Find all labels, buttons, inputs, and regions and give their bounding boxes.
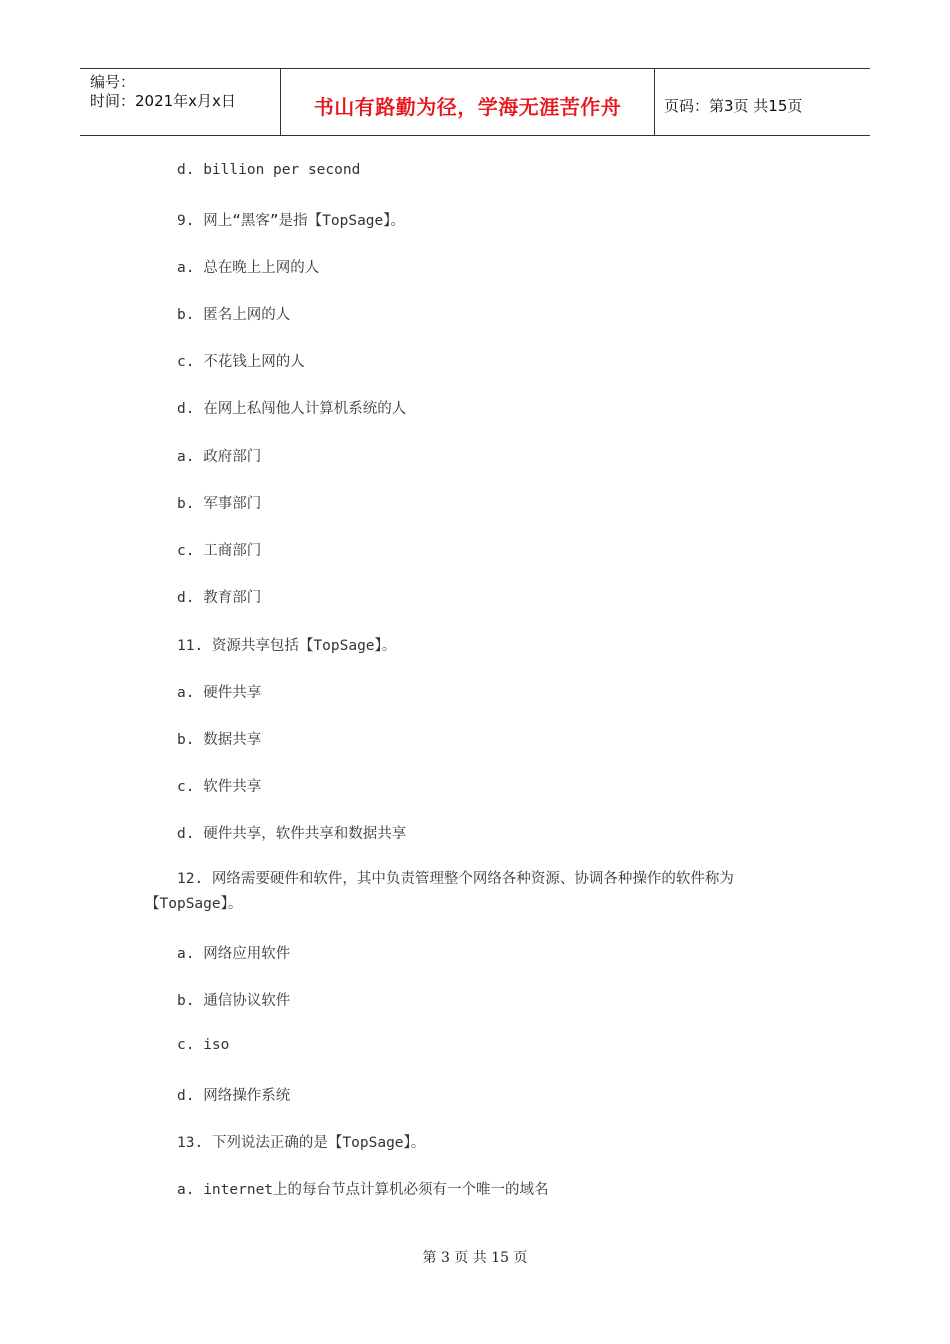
header-meta (80, 69, 281, 135)
page-footer: 第 3 页 共 15 页 (422, 1250, 528, 1266)
answer-option: c. iso (177, 1037, 230, 1053)
question-9: 9. 网上“黑客”是指【TopSage】。 (177, 213, 406, 229)
header-page-info: 页码：第3页 共15页 (664, 96, 803, 115)
document-number-label: 编号： (90, 73, 136, 91)
header-motto: 书山有路勤为径，学海无涯苦作舟 (281, 69, 655, 135)
document-date-label: 时间：2021年x月x日 (90, 92, 236, 110)
answer-option: a. 网络应用软件 (177, 946, 291, 962)
answer-option: d. 教育部门 (177, 590, 262, 606)
answer-option: d. 网络操作系统 (177, 1088, 291, 1104)
question-11: 11. 资源共享包括【TopSage】。 (177, 638, 397, 654)
answer-option: b. 通信协议软件 (177, 993, 291, 1009)
answer-option: b. 数据共享 (177, 732, 262, 748)
question-12: 12. 网络需要硬件和软件，其中负责管理整个网络各种资源、协调各种操作的软件称为【TopSage】。 (145, 871, 734, 912)
answer-option: c. 工商部门 (177, 543, 262, 559)
answer-option: a. 硬件共享 (177, 685, 262, 701)
answer-option: a. 政府部门 (177, 449, 262, 465)
answer-option: d. 硬件共享，软件共享和数据共享 (177, 826, 407, 842)
answer-option: c. 软件共享 (177, 779, 262, 795)
answer-option: a. internet上的每台节点计算机必须有一个唯一的域名 (177, 1182, 549, 1198)
answer-option: a. 总在晚上上网的人 (177, 260, 320, 276)
answer-option: d. billion per second (177, 162, 361, 178)
answer-option: c. 不花钱上网的人 (177, 354, 305, 370)
page-header (80, 68, 870, 136)
answer-option: b. 匿名上网的人 (177, 307, 291, 323)
answer-option: d. 在网上私闯他人计算机系统的人 (177, 401, 407, 417)
answer-option: b. 军事部门 (177, 496, 262, 512)
question-13: 13. 下列说法正确的是【TopSage】。 (177, 1135, 426, 1151)
